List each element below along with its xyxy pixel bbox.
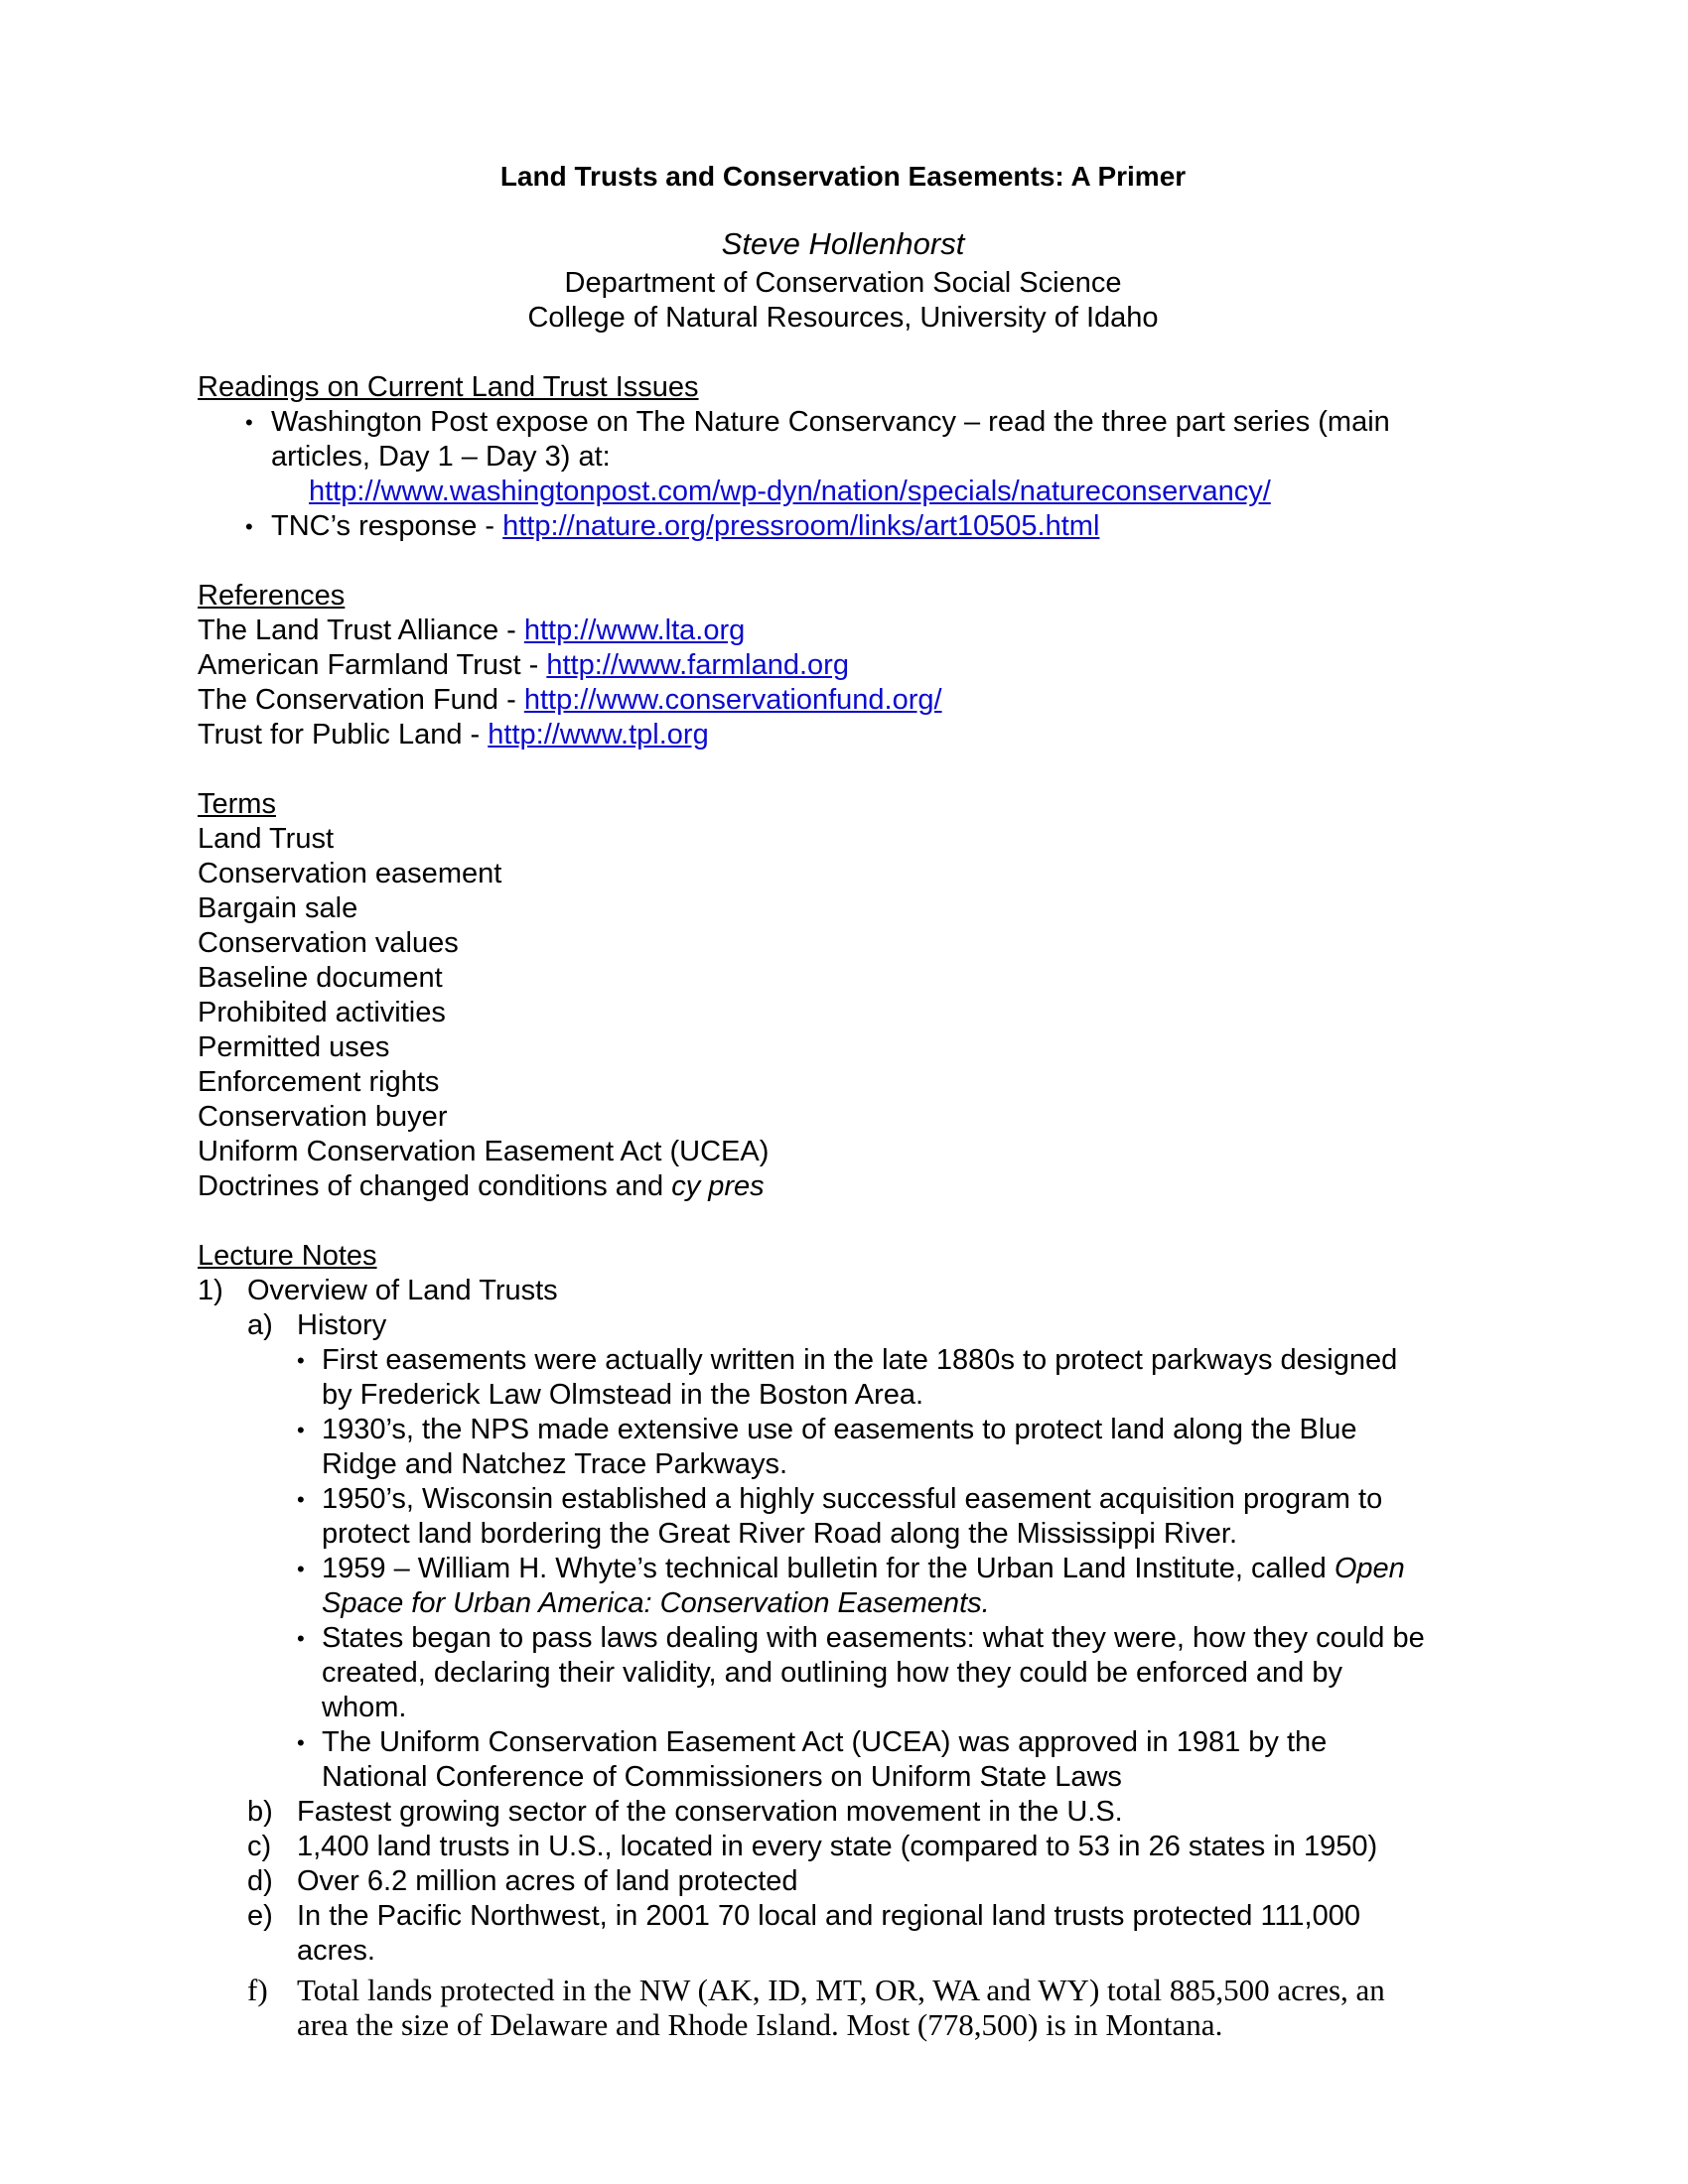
bullet-icon: • <box>297 1348 305 1373</box>
term-item: Conservation values <box>198 927 459 959</box>
list-item: • Washington Post expose on The Nature Conservancy – read the three part series (main <box>245 406 1390 438</box>
reference-item: The Land Trust Alliance - http://www.lta.org <box>198 614 746 646</box>
lecture-heading: Lecture Notes <box>198 1240 377 1272</box>
list-item: • The Uniform Conservation Easement Act (UCEA) was approved in 1981 by the <box>297 1726 1328 1758</box>
term-item: Enforcement rights <box>198 1066 440 1098</box>
department: Department of Conservation Social Science <box>564 267 1122 299</box>
list-item: • 1950’s, Wisconsin established a highly successful easement acquisition program to <box>297 1483 1383 1515</box>
bullet-icon: • <box>297 1557 305 1581</box>
terms-heading: Terms <box>198 788 276 820</box>
reference-item: The Conservation Fund - http://www.conservationfund.org/ <box>198 684 942 716</box>
term-item: Land Trust <box>198 823 335 855</box>
tnc-response-link[interactable]: http://nature.org/pressroom/links/art10505.html <box>502 510 1100 542</box>
list-item: a) History <box>247 1309 387 1341</box>
author-name: Steve Hollenhorst <box>721 226 965 261</box>
list-item: f) Total lands protected in the NW (AK, ID, MT, OR, WA and WY) total 885,500 acres, an <box>247 1973 1385 2007</box>
term-item: Conservation buyer <box>198 1101 448 1133</box>
list-item: • 1959 – William H. Whyte’s technical bulletin for the Urban Land Institute, called Open <box>297 1553 1405 1584</box>
terms-section <box>198 787 1508 1204</box>
college: College of Natural Resources, University of Idaho <box>527 302 1159 334</box>
lecture-notes-section: Lecture Notes 1) Overview of Land Trusts a) History • First easements were actually written in the late 1880s to protect parkways designed by Frederick Law Olmstead in the Boston Area. • 1930’s, the NPS made extensive use of easements to protect land along the Blue Ridge and Natchez Trace Parkways. • 1950’s, Wisconsin established a highly successful easement acquisition program to protect land bordering the Great River Road along the Mississippi River. • 1959 – William H. Whyte’s technical bulletin for the Urban Land Institute, called Open Space for Urban America: Conservation Easements. • States began to pass laws dealing with easements: what they were, how they could be created, declaring their validity, and outlining how they could be enforced and by whom. • The Uniform Conservation Easement Act (UCEA) was approved in 1981 by the National Conference of Commissioners on Uniform State Laws b) Fastest growing sector of the conservation movement in the U.S. c) 1,400 land trusts in U.S., located in every state (compared to 53 in 26 states in 1950) d) Over 6.2 million acres of land protected e) In the Pacific Northwest, in 2001 70 local and regional land trusts protected 111,000 acres. f) Total lands protected in the NW (AK, ID, MT, OR, WA and WY) total 885,500 acres, an area the size of Delaware and Rhode Island. Most (778,500) is in Montana. <box>198 1239 1508 2042</box>
bullet-icon: • <box>297 1626 305 1651</box>
bullet-icon: • <box>297 1418 305 1442</box>
list-item: e) In the Pacific Northwest, in 2001 70 local and regional land trusts protected 111,000 <box>247 1900 1360 1932</box>
wapo-link[interactable]: http://www.washingtonpost.com/wp-dyn/nation/specials/natureconservancy/ <box>309 476 1271 507</box>
list-item: b) Fastest growing sector of the conservation movement in the U.S. <box>247 1796 1123 1828</box>
list-item: • States began to pass laws dealing with easements: what they were, how they could be <box>297 1622 1425 1654</box>
tpl-link[interactable]: http://www.tpl.org <box>488 719 709 751</box>
readings-heading: Readings on Current Land Trust Issues <box>198 371 699 403</box>
list-item: • First easements were actually written in the late 1880s to protect parkways designed <box>297 1344 1398 1376</box>
list-item: • TNC’s response - http://nature.org/pressroom/links/art10505.html <box>245 510 1100 542</box>
references-section <box>198 579 1508 752</box>
lta-link[interactable]: http://www.lta.org <box>523 614 746 646</box>
term-item: Permitted uses <box>198 1031 390 1063</box>
list-item: 1) Overview of Land Trusts <box>198 1275 558 1306</box>
term-item: Doctrines of changed conditions and cy pres <box>198 1170 765 1202</box>
list-item: • 1930’s, the NPS made extensive use of easements to protect land along the Blue <box>297 1414 1357 1445</box>
readings-section: Readings on Current Land Trust Issues • Washington Post expose on The Nature Conservancy – read the three part series (main articles, Day 1 – Day 3) at: http://www.washingtonpost.com/wp-dyn/nation/specials/natureconservancy/ • TNC’s response - http://nature.org/pressroom/links/art10505.html <box>198 370 1508 544</box>
list-item: c) 1,400 land trusts in U.S., located in every state (compared to 53 in 26 states in 1950) <box>247 1831 1378 1862</box>
farmland-link[interactable]: http://www.farmland.org <box>546 649 849 681</box>
reference-item: Trust for Public Land - http://www.tpl.org <box>198 719 709 751</box>
bullet-icon: • <box>245 410 253 435</box>
term-item: Bargain sale <box>198 892 358 924</box>
document-title: Land Trusts and Conservation Easements: A Primer <box>499 161 1187 192</box>
bullet-icon: • <box>297 1487 305 1512</box>
term-item: Uniform Conservation Easement Act (UCEA) <box>198 1136 770 1167</box>
term-item: Conservation easement <box>198 858 502 889</box>
list-item: d) Over 6.2 million acres of land protected <box>247 1865 798 1897</box>
references-heading: References <box>198 580 346 612</box>
bullet-icon: • <box>297 1730 305 1755</box>
conservationfund-link[interactable]: http://www.conservationfund.org/ <box>523 684 942 716</box>
term-item: Prohibited activities <box>198 997 446 1028</box>
bullet-icon: • <box>245 514 253 539</box>
term-item: Baseline document <box>198 962 443 994</box>
reference-item: American Farmland Trust - http://www.farmland.org <box>198 649 849 681</box>
